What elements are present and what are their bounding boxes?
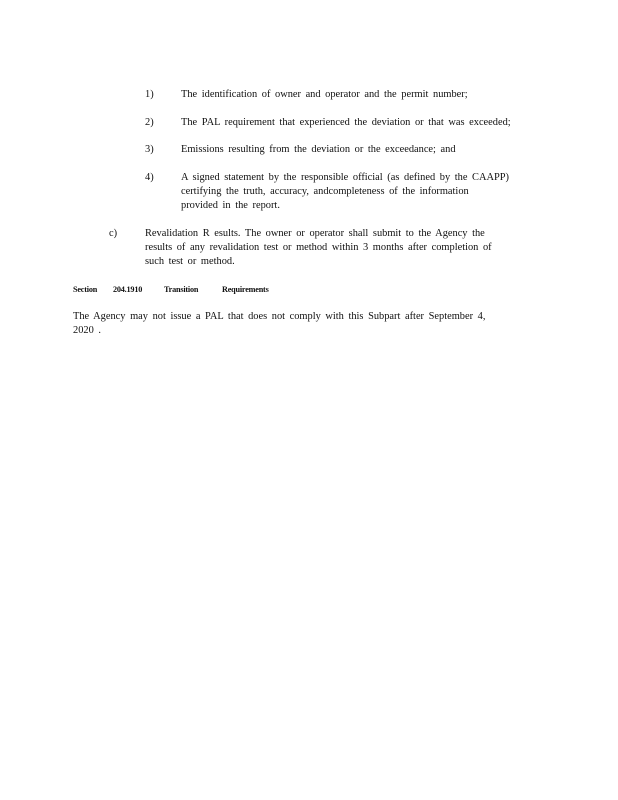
item-text: provided in the report. <box>181 200 280 211</box>
paragraph-line: The Agency may not issue a PAL that does not comply with this Subpart after September 4, <box>73 311 486 322</box>
item-text: such test or method. <box>145 256 235 267</box>
item-number: 4) <box>145 172 154 183</box>
section-title-part: Requirements <box>222 285 269 294</box>
item-number: 1) <box>145 89 154 100</box>
item-number: 2) <box>145 117 154 128</box>
section-number: 204.1910 <box>113 285 143 294</box>
item-label: c) <box>109 228 118 239</box>
item-text: The PAL requirement that experienced the deviation or that was exceeded; <box>181 117 511 128</box>
paragraph-line: 2020 . <box>73 325 101 336</box>
item-text: results of any revalidation test or method within 3 months after completion of <box>145 242 492 253</box>
section-word: Section <box>73 285 98 294</box>
item-text: Emissions resulting from the deviation or the exceedance; and <box>181 144 456 155</box>
item-text: A signed statement by the responsible official (as defined by the CAAPP) <box>181 172 509 183</box>
item-number: 3) <box>145 144 154 155</box>
item-text: certifying the truth, accuracy, andcompleteness of the information <box>181 186 469 197</box>
section-title-part: Transition <box>164 285 199 294</box>
item-text: The identification of owner and operator and the permit number; <box>181 89 468 100</box>
item-text: Revalidation R esults. The owner or operator shall submit to the Agency the <box>145 228 485 239</box>
